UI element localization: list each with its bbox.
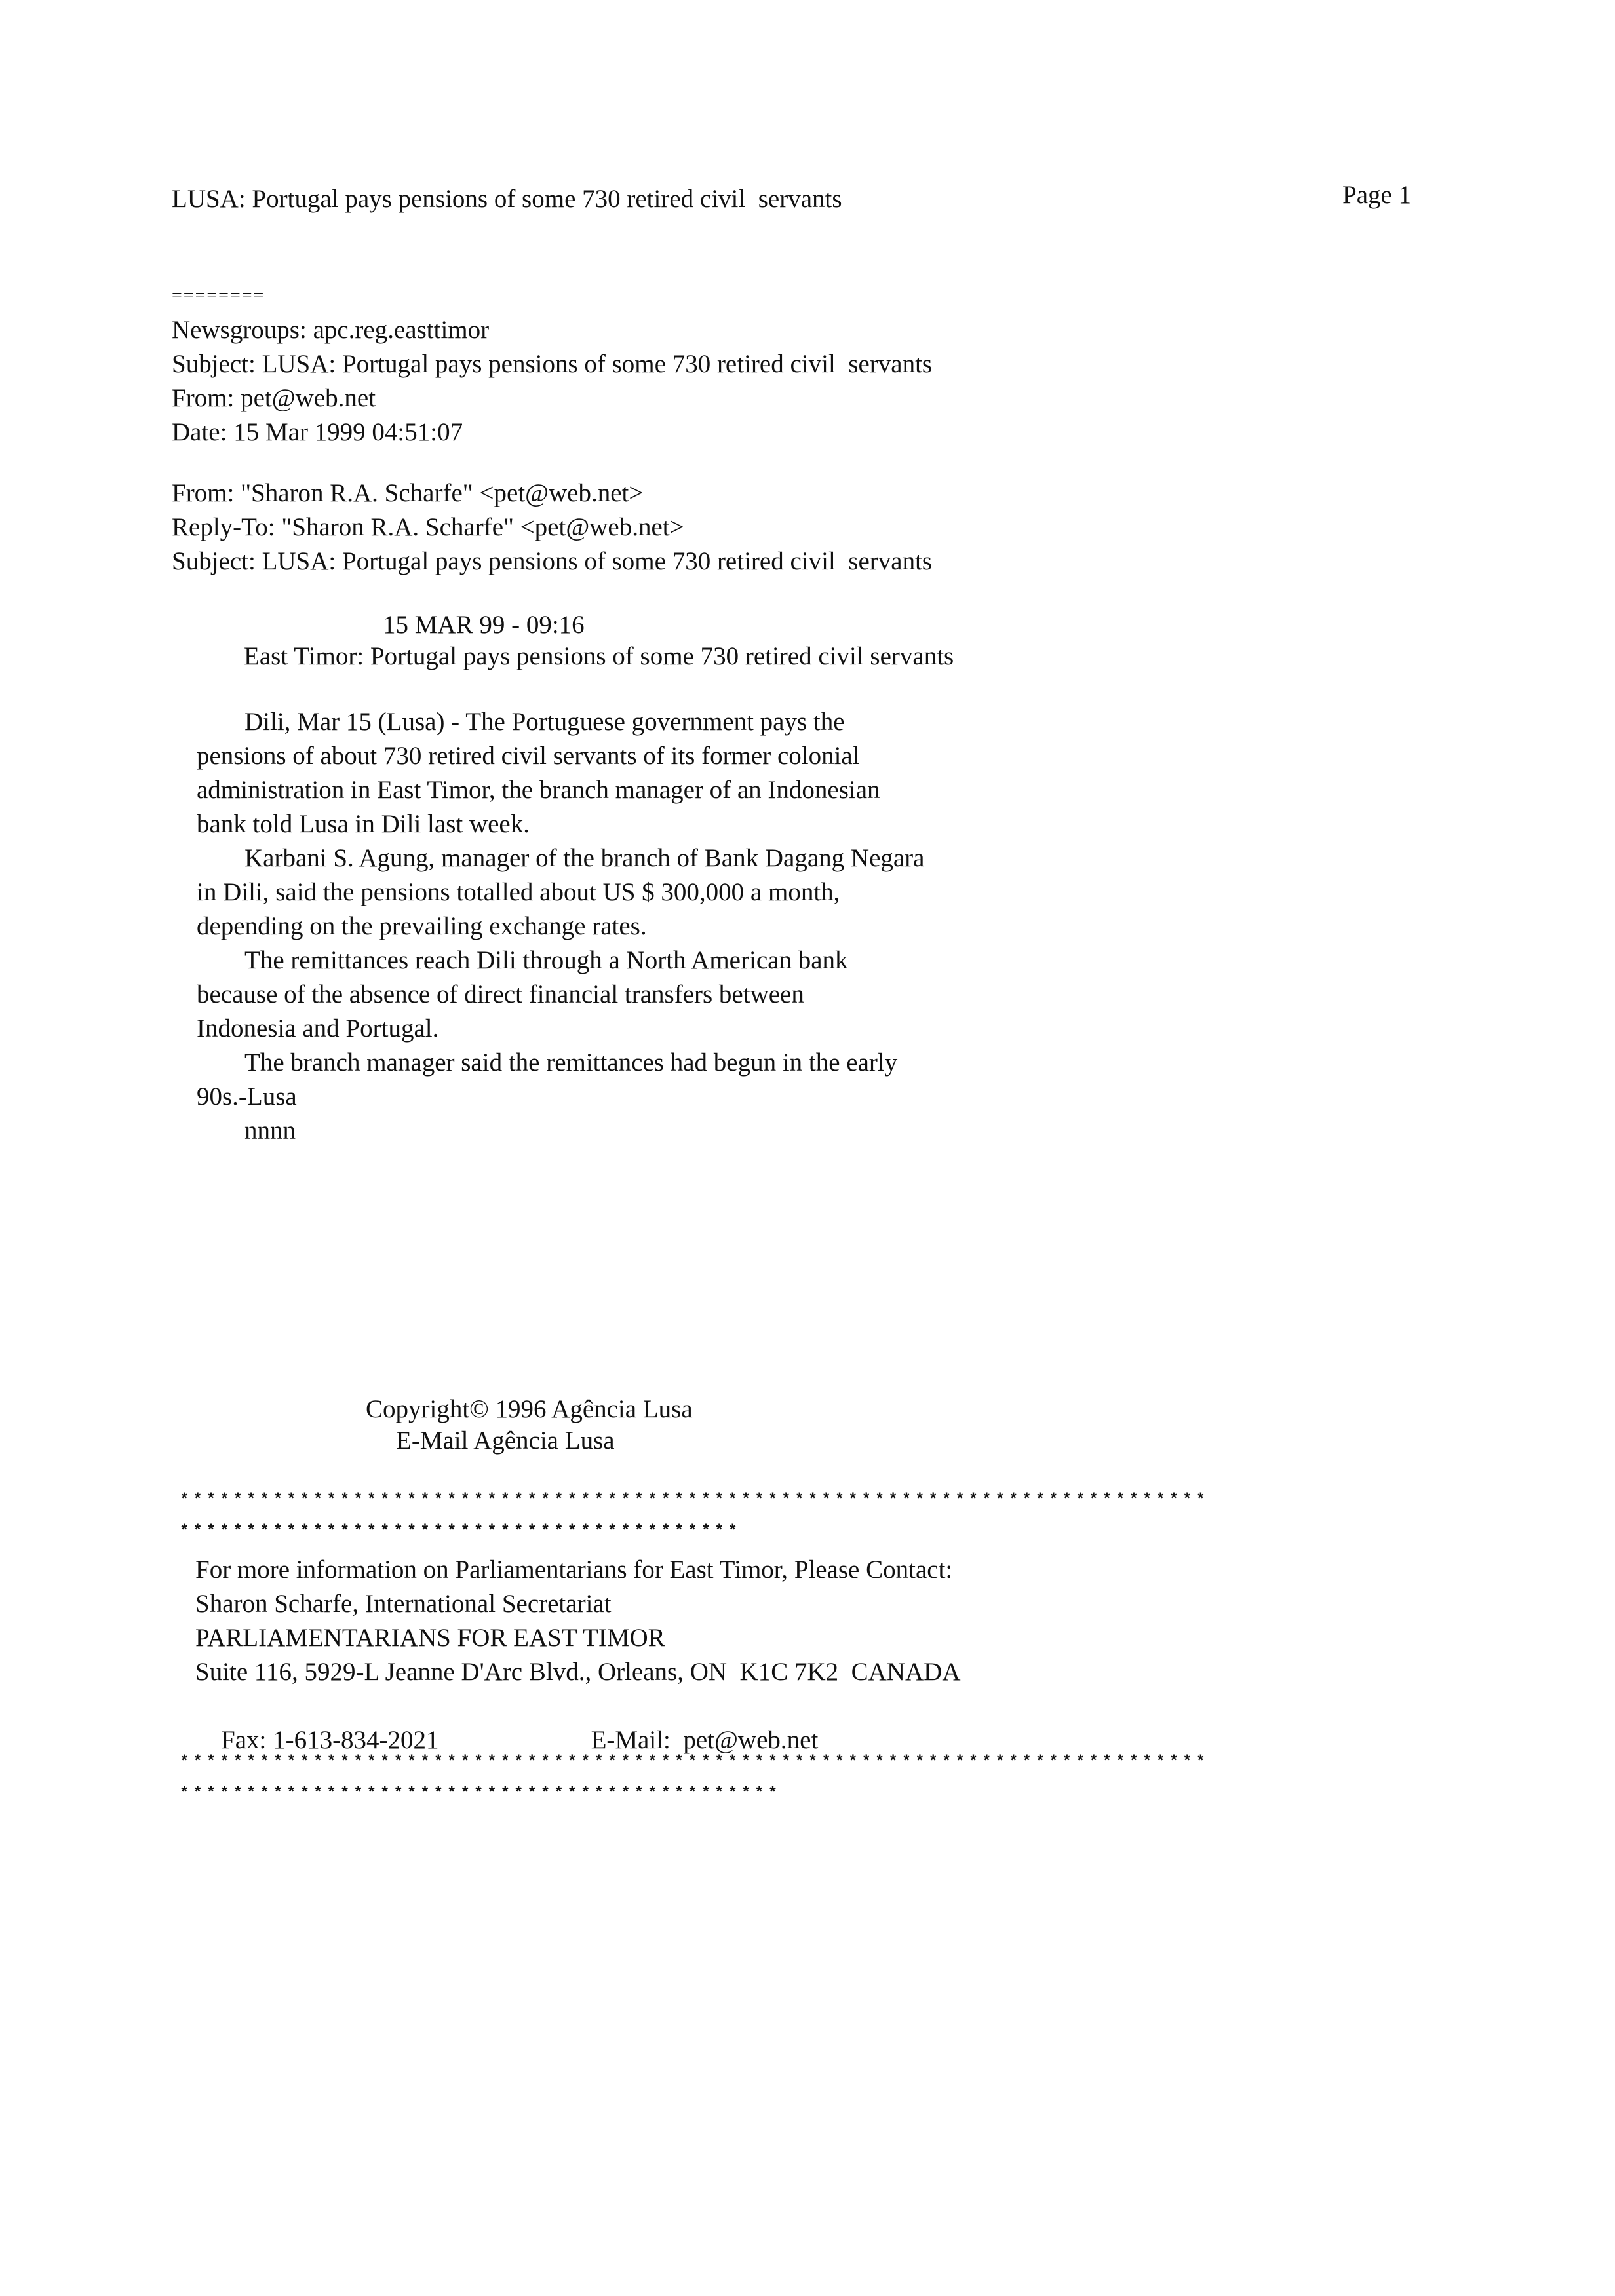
- header-reply-to: Reply-To: "Sharon R.A. Scharfe" <pet@web.net>: [172, 513, 684, 541]
- article-line: in Dili, said the pensions totalled about US $ 300,000 a month,: [197, 878, 840, 906]
- article-line: bank told Lusa in Dili last week.: [197, 810, 530, 838]
- article-line: depending on the prevailing exchange rates.: [197, 912, 647, 940]
- star-separator: ******************************************: [180, 1523, 741, 1540]
- article-line: 90s.-Lusa: [197, 1082, 297, 1111]
- contact-email: E-Mail: pet@web.net: [591, 1726, 819, 1754]
- article-line: The remittances reach Dili through a North American bank: [244, 946, 848, 974]
- article-line: Karbani S. Agung, manager of the branch of Bank Dagang Negara: [244, 844, 925, 872]
- star-separator: *********************************************: [180, 1785, 782, 1803]
- reply-headers: [172, 476, 932, 579]
- article-dateline: 15 MAR 99 - 09:16: [383, 611, 585, 639]
- article-line: administration in East Timor, the branch manager of an Indonesian: [197, 776, 880, 804]
- contact-intro: For more information on Parliamentarians for East Timor, Please Contact:: [195, 1556, 953, 1584]
- article-line: because of the absence of direct financial transfers between: [197, 980, 804, 1008]
- header-newsgroups: Newsgroups: apc.reg.easttimor: [172, 316, 490, 344]
- header-subject-2: Subject: LUSA: Portugal pays pensions of some 730 retired civil servants: [172, 547, 933, 575]
- star-separator: *****************************************************************************: [180, 1491, 1209, 1509]
- header-from-2: From: "Sharon R.A. Scharfe" <pet@web.net>: [172, 479, 644, 507]
- article-body: [197, 705, 924, 1148]
- article-headline: East Timor: Portugal pays pensions of some 730 retired civil servants: [244, 642, 954, 670]
- separator: ========: [172, 286, 265, 306]
- contact-name: Sharon Scharfe, International Secretariat: [195, 1590, 612, 1618]
- contact-fax: Fax: 1-613-834-2021: [221, 1726, 439, 1754]
- header-date: Date: 15 Mar 1999 04:51:07: [172, 418, 463, 446]
- article-line: Indonesia and Portugal.: [197, 1014, 439, 1043]
- copyright-line: Copyright© 1996 Agência Lusa: [366, 1395, 693, 1423]
- header-from: From: pet@web.net: [172, 384, 376, 412]
- article-line: pensions of about 730 retired civil servants of its former colonial: [197, 742, 860, 770]
- contact-address: Suite 116, 5929-L Jeanne D'Arc Blvd., Orleans, ON K1C 7K2 CANADA: [195, 1658, 961, 1686]
- article-line: The branch manager said the remittances had begun in the early: [244, 1048, 898, 1077]
- message-headers: [172, 313, 932, 450]
- copyright-email: E-Mail Agência Lusa: [396, 1426, 615, 1455]
- header-subject: Subject: LUSA: Portugal pays pensions of some 730 retired civil servants: [172, 350, 933, 378]
- page-number: Page 1: [1342, 181, 1412, 209]
- article-line: nnnn: [244, 1117, 296, 1145]
- article-line: Dili, Mar 15 (Lusa) - The Portuguese government pays the: [244, 708, 845, 736]
- star-separator: *****************************************************************************: [180, 1753, 1209, 1771]
- contact-fax-email-row: [195, 1689, 961, 1791]
- contact-org: PARLIAMENTARIANS FOR EAST TIMOR: [195, 1624, 665, 1652]
- document-title: LUSA: Portugal pays pensions of some 730 retired civil servants: [172, 185, 842, 213]
